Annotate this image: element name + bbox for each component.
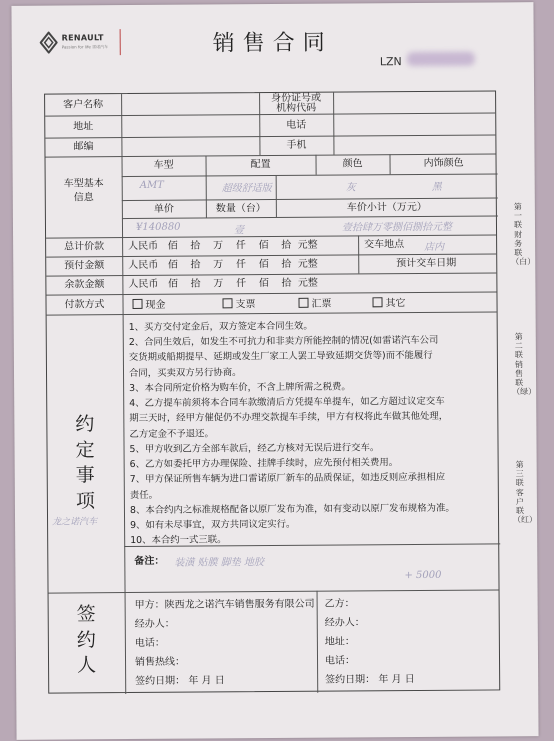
- label-payment-method: 付款方式: [64, 299, 105, 311]
- hand-remark: 装潢 贴膜 脚垫 地胶: [174, 557, 264, 569]
- label-expected-delivery: 预计交车日期: [396, 257, 457, 270]
- hand-color: 灰: [345, 182, 356, 194]
- party-b-agent: 经办人：: [324, 617, 365, 629]
- hand-remark-amount: + 5000: [404, 569, 442, 582]
- col-config: 配置: [250, 159, 271, 171]
- signature-heading: 签 约 人: [76, 603, 97, 677]
- checkbox-other[interactable]: [372, 297, 382, 307]
- label-deposit: 预付金额: [64, 260, 105, 272]
- label-mobile: 手机: [286, 139, 307, 151]
- checkbox-cheque[interactable]: [222, 298, 232, 308]
- label-address: 地址: [73, 121, 94, 133]
- label-customer-name: 客户名称: [63, 99, 104, 111]
- label-id-number-1: 身份证号或: [271, 92, 322, 105]
- hand-subtotal: 壹拾肆万零捌佰捌拾元整: [341, 221, 453, 234]
- col-color: 颜色: [342, 158, 363, 170]
- contract-number-label: LZN: [379, 55, 402, 69]
- label-id-number-2: 机构代码: [276, 102, 317, 114]
- checkbox-cash[interactable]: [132, 299, 142, 309]
- amount-row-balance: 人民币 佰 拾 万 仟 佰 拾 元整: [128, 277, 318, 291]
- terms-heading: 约 定 事 项: [75, 413, 95, 513]
- party-a: 甲方：陕西龙之诺汽车销售服务有限公司: [134, 598, 315, 611]
- party-b-date: 签约日期： 年 月 日: [325, 674, 415, 686]
- label-remark: 备注：: [134, 555, 165, 567]
- col-unit-price: 单价: [153, 203, 174, 215]
- party-a-phone: 电话：: [134, 637, 165, 649]
- contract-form: [44, 90, 500, 693]
- col-model: 车型: [153, 159, 174, 171]
- side-label-customer: 第三联客户联（红）: [513, 460, 538, 525]
- col-quantity: 数量（台）: [215, 203, 266, 215]
- document-title: 销售合同: [212, 30, 333, 57]
- pay-option-cash[interactable]: 现金: [132, 299, 165, 313]
- label-postcode: 邮编: [73, 141, 94, 153]
- party-b-address: 地址：: [324, 636, 355, 648]
- hand-quantity: 壹: [233, 225, 245, 237]
- amount-row-total: 人民币 佰 拾 万 仟 佰 拾 元整: [128, 239, 318, 253]
- label-phone: 电话: [286, 119, 307, 131]
- hand-terms-margin: 龙之诺汽车: [52, 517, 98, 528]
- side-label-sales: 第二联销售联（绿）: [512, 332, 537, 397]
- checkbox-draft[interactable]: [298, 298, 308, 308]
- side-label-finance: 第一联财务联（白）: [511, 202, 536, 267]
- hand-delivery-place: 店内: [424, 241, 445, 253]
- party-a-hotline: 销售热线：: [134, 656, 186, 668]
- pay-option-cheque[interactable]: 支票: [222, 298, 255, 312]
- amount-row-deposit: 人民币 佰 拾 万 仟 佰 拾 元整: [128, 258, 318, 272]
- hand-unit-price: ¥140880: [135, 221, 181, 233]
- pay-option-draft[interactable]: 汇票: [298, 298, 331, 312]
- col-subtotal: 车价小计（万元）: [346, 201, 427, 214]
- party-b: 乙方：: [324, 598, 355, 610]
- hand-model: AMT: [139, 179, 164, 191]
- label-vehicle-info-2: 信息: [73, 192, 94, 204]
- hand-config: 超级舒适版: [221, 183, 272, 195]
- label-total-price: 总计价款: [64, 241, 105, 253]
- brand-name: RENAULT: [61, 33, 104, 43]
- party-b-phone: 电话：: [324, 655, 356, 667]
- label-delivery-place: 交车地点: [364, 239, 405, 251]
- label-vehicle-info-1: 车型基本: [63, 178, 104, 190]
- brand-tagline: Passion for life 雷诺汽车: [61, 44, 109, 50]
- party-a-agent: 经办人：: [134, 618, 175, 630]
- hand-interior: 黑: [431, 181, 442, 193]
- col-interior: 内饰颜色: [423, 157, 464, 169]
- redacted-contract-number: [407, 52, 475, 66]
- pay-option-other[interactable]: 其它: [372, 297, 405, 311]
- contract-sheet: [11, 2, 538, 740]
- party-a-date: 签约日期： 年 月 日: [135, 675, 225, 687]
- label-balance: 余款金额: [64, 279, 105, 291]
- terms-clauses: 1、买方交付定金后，双方签定本合同生效。 2、合同生效后，如发生不可抗力和非卖方所能控制的情况(如雷诺汽车公司 交货期或船期提早、延期或发生厂家工人罢工导致延期交货等)而不能履行 合同，买卖双方另行协商。 3、本合同所定价格为购车价，不含上牌所需之税费。 4、乙方提车前须将本合同车款缴清后方凭提车单提车，如乙方超过议定交车 期三天时，经甲方催促仍不办理交款提车手续，甲方有权将此车做其他处理， 乙方定金不予退还。 5、甲方收到乙方全部车款后，经乙方核对无误后进行交车。 6、乙方如委托甲方办理保险、挂牌手续时，应先预付相关费用。 7、甲方保证所售车辆为进口雷诺原厂新车的品质保证，如违反则应承担相应 责任。 8、本合约内之标准规格配备以原厂发布为准，如有变动以原厂发布规格为准。 9、如有未尽事宜，双方共同议定实行。 10、本合约一式三联。: [128, 320, 455, 547]
